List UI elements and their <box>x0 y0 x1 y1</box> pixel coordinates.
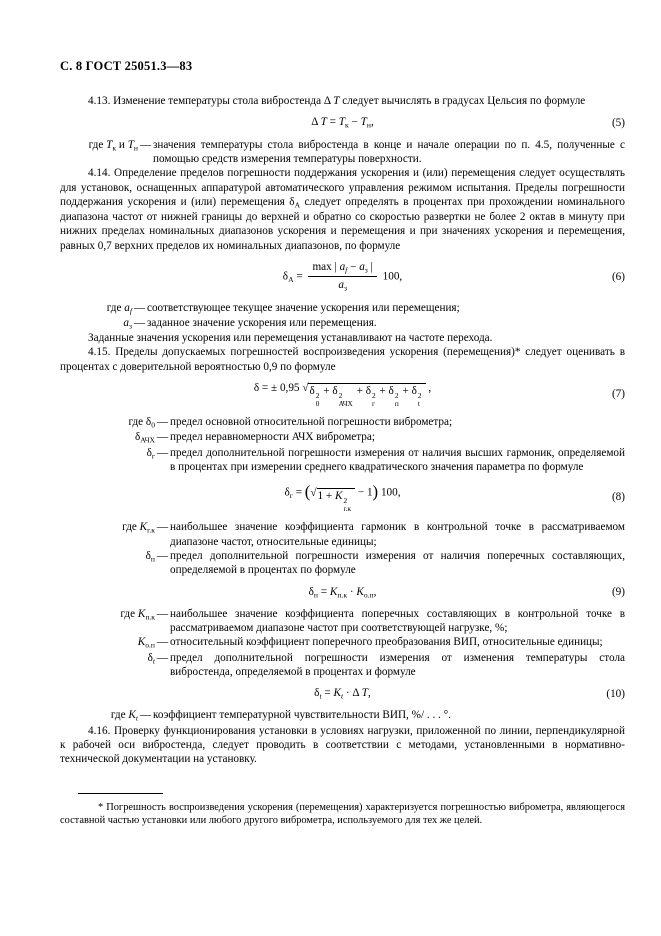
text-run: з <box>129 321 132 331</box>
definition-item <box>60 651 625 680</box>
definition-body: наибольшее значение коэффициента поперечных составляющих в контрольной точке в рассматриваемом диапазоне частот при соответствующей нагрузке, %; <box>170 607 625 635</box>
text-run <box>372 392 376 408</box>
formula-5-row <box>60 115 625 130</box>
text-run: t <box>417 399 420 409</box>
text-run: a <box>123 316 129 329</box>
para-4-13: 4.13. Изменение температуры стола вибростенда Δ T следует вычислять в градусах Цельсия по формуле <box>88 95 586 107</box>
definition-dash: — <box>156 607 169 620</box>
formula-10-row <box>60 686 625 701</box>
text-run: a <box>339 261 346 274</box>
text-run: √ <box>310 486 317 499</box>
text-run: K <box>356 585 364 598</box>
definition-dash: — <box>156 636 169 649</box>
definition-item <box>60 520 625 549</box>
formula-7: δ = ± 0,95 √ δ 2 0 + δ 2 АЧХ + δ 2 г + δ 2 п + δ 2 t , <box>253 381 432 409</box>
text-run: к <box>345 120 349 130</box>
text-run: K <box>333 687 341 700</box>
definition-item <box>60 635 625 650</box>
definition-dash: — <box>156 446 169 459</box>
definition-term: $\delta_{АЧХ}$ <box>134 431 155 445</box>
text-run <box>310 488 355 513</box>
definition-term: где $a_f$ <box>106 301 132 315</box>
definition-body: предел дополнительной погрешности измерения от изменения температуры стола вибростенда, определяемой в процентах и формуле <box>170 651 625 678</box>
text-run: δ <box>365 384 371 397</box>
text-run: 2 <box>371 390 376 400</box>
text-run: ( <box>304 482 311 502</box>
definition-body: предел дополнительной погрешности измерения от наличия поперечных составляющих, определяемой в процентах по формуле <box>170 549 625 577</box>
text-run: з <box>364 265 368 275</box>
text-run <box>308 277 376 293</box>
text-run: K <box>128 709 136 722</box>
definition-item <box>60 415 625 430</box>
para-4-16: 4.16. Проверку функционирования установки в условиях нагрузки, приложенной по линии, перпендикулярной к рабочей оси вибростенда, следует проводить в соответствии с методами, установленными в нормативно-технической документации на установку. <box>60 724 625 766</box>
text-run: t <box>152 656 155 666</box>
definition-item <box>60 607 625 636</box>
definition-term: где $K_{п.к}$ <box>120 607 155 622</box>
definition-body: предел неравномерности АЧХ виброметра; <box>170 431 375 444</box>
definition-dash: — <box>156 549 169 562</box>
text-run: п.к <box>145 612 155 622</box>
definition-dash: — <box>156 416 169 429</box>
definition-term: $\delta_п$ <box>145 549 155 564</box>
definition-dash: — <box>156 521 169 534</box>
text-run: K <box>335 489 343 502</box>
text-run: г <box>151 451 155 461</box>
formula-6: $\delta_А$ = $\frac{\max | a_f - a_з |}{a_з}$ 100, <box>282 261 403 293</box>
text-run: з <box>343 283 347 293</box>
formula-6-row <box>60 260 625 293</box>
text-run: г.к <box>147 525 155 535</box>
formula-9-number: (9) <box>611 585 625 598</box>
text-run: T <box>127 138 134 151</box>
text-run: K <box>137 636 146 649</box>
text-run: T <box>333 95 340 107</box>
definition-body: наибольшее значение коэффициента гармоник в контрольной точке в рассматриваемом диапазоне частот, относительные единицы; <box>170 521 625 548</box>
definition-term: $\delta_t$ <box>147 651 155 666</box>
definition-body: относительный коэффициент поперечного преобразования ВИП, относительные единицы; <box>170 636 603 649</box>
definition-item <box>60 301 625 316</box>
text-run: г.к <box>343 504 352 514</box>
text-run <box>418 392 422 408</box>
text-run: А <box>288 274 294 284</box>
definition-term: $\delta_г$ <box>146 446 155 461</box>
text-run: 0 <box>151 420 155 430</box>
text-run: f <box>345 265 348 275</box>
definition-item <box>60 138 625 167</box>
text-run: δ <box>388 384 394 397</box>
text-run: δ <box>309 384 315 397</box>
formula-5-number: (5) <box>611 116 625 129</box>
text-run: А <box>294 200 301 210</box>
text-run: T <box>361 687 369 700</box>
text-run: АЧХ <box>338 399 353 409</box>
definition-dash: — <box>156 651 169 664</box>
formula-8-row <box>60 481 625 513</box>
definition-body: предел дополнительной погрешности измерения от наличия высших гармоник, определяемой в процентах при измерении среднего квадратического значения параметра по формуле <box>170 446 625 474</box>
text-run: t <box>340 691 344 701</box>
formula-10-number: (10) <box>606 687 625 700</box>
definition-term: где $K_t$ <box>110 709 138 723</box>
text-run: п.к <box>337 590 348 600</box>
text-run: п <box>150 554 155 564</box>
definition-item <box>60 549 625 578</box>
text-run: г <box>371 399 375 409</box>
text-run: н <box>366 120 371 130</box>
definition-item <box>60 446 625 475</box>
text-run: a <box>124 301 130 314</box>
formula-9: $\delta_п = K_{п.к} \cdot K_{о.п}$, <box>308 585 377 600</box>
definition-term <box>60 316 132 331</box>
text-run: н <box>133 143 138 153</box>
text-run: ) <box>372 482 379 502</box>
text-run <box>308 260 376 293</box>
definition-body: заданное значение ускорения или перемещения. <box>147 316 377 329</box>
text-run: 2 <box>394 390 399 400</box>
definition-body: предел основной относительной погрешности виброметра; <box>170 416 453 429</box>
text-run: о.п <box>145 640 155 650</box>
text-run: δ 2 0 + δ 2 АЧХ + δ 2 г + δ 2 п + δ 2 t <box>308 383 425 408</box>
definition-term: где $T_к$ и $T_н$ <box>88 138 138 153</box>
definition-item <box>60 316 625 331</box>
text-run: 1 + K 2 г.к <box>317 488 356 513</box>
text-run: г <box>289 491 293 501</box>
footnote-text: * Погрешность воспроизведения ускорения (перемещения) характеризуется погрешностью виброметра, являющегося составной частью установки или любого другого виброметра, используемого для тех же целей. <box>60 801 625 826</box>
text-run <box>302 383 425 408</box>
definition-body: соответствующее текущее значение ускорения или перемещения; <box>147 301 460 314</box>
text-run: K <box>137 607 146 620</box>
text-run: 2 <box>315 390 320 400</box>
text-run: f <box>129 306 132 315</box>
text-run <box>344 497 352 513</box>
para-4-15: 4.15. Пределы допускаемых погрешностей воспроизведения ускорения (перемещения)* следует оценивать в процентах с доверительной вероятностью 0,9 по формуле <box>60 346 625 373</box>
text-run: T <box>360 116 367 129</box>
text-run <box>316 392 320 408</box>
para-set-values: Заданные значения ускорения или перемещения устанавливают на частоте перехода. <box>88 331 493 344</box>
text-run: δ <box>411 384 417 397</box>
formula-6-number: (6) <box>611 270 625 283</box>
formula-5: Δ $T = T_к - T_н$, <box>311 116 374 130</box>
text-run <box>395 392 399 408</box>
definition-item <box>60 430 625 445</box>
definition-dash: — <box>156 431 169 444</box>
text-run: a <box>359 261 365 274</box>
text-run: T <box>106 138 113 151</box>
formula-8-number: (8) <box>611 491 625 504</box>
definition-term: где $\delta_0$ <box>128 416 155 430</box>
text-run: 2 <box>343 495 348 505</box>
text-run: a <box>338 279 344 292</box>
text-run: √ <box>302 381 309 394</box>
formula-7-number: (7) <box>611 388 625 401</box>
text-run: δ <box>332 384 338 397</box>
text-run: T <box>320 116 327 129</box>
text-run: п <box>394 399 399 409</box>
text-run: 2 <box>338 390 343 400</box>
definition-dash: — <box>133 316 146 329</box>
definition-dash: — <box>139 709 152 722</box>
text-run: max | $a_f - a_з$ | <box>308 260 376 277</box>
page-header: С. 8 ГОСТ 25051.3—83 <box>60 59 193 73</box>
text-run: K <box>329 585 338 598</box>
formula-9-row <box>60 585 625 600</box>
text-run: к <box>112 143 117 153</box>
formula-10: $\delta_t = K_t \cdot \Delta$ T, <box>314 687 371 701</box>
definition-term: где $K_{г.к}$ <box>122 521 155 535</box>
definition-term <box>60 635 155 650</box>
definition-body: коэффициент температурной чувствительности ВИП, %/ . . . °. <box>153 709 451 722</box>
definition-dash: — <box>133 301 146 314</box>
text-run: 0 <box>315 399 320 409</box>
text-run: АЧХ <box>140 435 155 445</box>
definition-body: значения температуры стола вибростенда в конце и начале операции по п. 4.5, полученные с помощью средств измерения температуры поверхности. <box>153 138 625 165</box>
text-run: 2 <box>417 390 422 400</box>
formula-8: $\delta_г$ = ( √ 1 + K 2 г.к − 1) 100, <box>284 482 401 514</box>
text-run: T <box>338 116 346 129</box>
footnote-rule <box>78 793 163 794</box>
formula-7-row <box>60 381 625 408</box>
text-run: K <box>139 521 148 534</box>
text-run: t <box>135 713 138 723</box>
definition-item <box>60 708 625 723</box>
text-run: п <box>313 590 318 600</box>
text-run <box>339 392 353 408</box>
text-run: t <box>319 691 322 701</box>
text-run: о.п <box>363 590 374 600</box>
para-4-14: 4.14. Определение пределов погрешности поддержания ускорения и (или) перемещения следует осуществлять для установок, оснащенных аппаратурой автоматического управления режимом испытания. Пределы погрешности поддержания ускорения и (или) перемещения $\delta_А$ следует определять в процентах при прохождении номинального диапазона частот от нижней границы до верхней и обратно со скоростью развертки не более 2 октав в минуту при нижних пределах номинальных диапазонов ускорения и перемещения и при значениях ускорения и перемещения, равных 0,7 верхних пределов их номинальных диапазонов, по формуле <box>60 167 625 252</box>
definition-dash: — <box>139 138 152 151</box>
